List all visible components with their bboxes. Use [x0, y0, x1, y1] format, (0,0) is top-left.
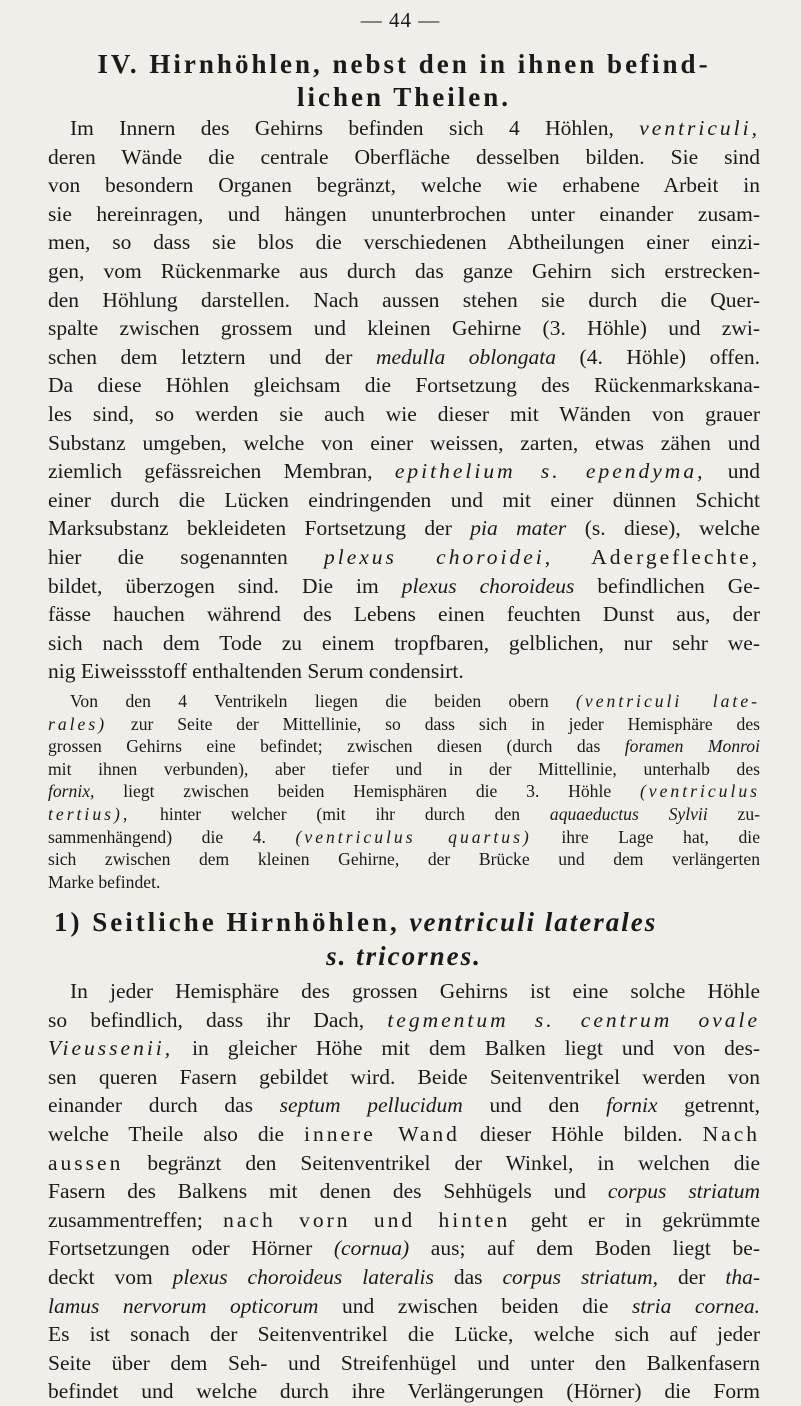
text-line: lamus nervorum opticorum und zwischen beiden die stria cornea. [48, 1293, 760, 1318]
text-line: Fasern des Balkens mit denen des Sehhügels und corpus striatum [48, 1179, 760, 1204]
main-paragraph [48, 114, 760, 686]
text-line: befindet und welche durch ihre Verlängerungen (Hörner) die Form [48, 1379, 760, 1404]
text-line: sie hereinragen, und hängen ununterbrochen unter einander zusam- [48, 201, 760, 226]
text-line: zusammentreffen; nach vorn und hinten geht er in gekrümmte [48, 1207, 760, 1232]
text-line: hier die sogenannten plexus choroidei, Adergeflechte, [48, 544, 761, 569]
text-line: schen dem letztern und der medulla oblongata (4. Höhle) offen. [48, 344, 760, 369]
subsection-paragraph [48, 977, 760, 1406]
text-line: welche Theile also die innere Wand dieser Höhle bilden. Nach [48, 1121, 760, 1146]
text-line: einander durch das septum pellucidum und den fornix getrennt, [48, 1093, 760, 1118]
text-line: so befindlich, dass ihr Dach, tegmentum s. centrum ovale [48, 1007, 760, 1032]
text-line: fässe hauchen während des Lebens einen feuchten Dunst aus, der [48, 602, 760, 627]
subsection-title-line-1: 1) Seitliche Hirnhöhlen, ventriculi laterales [54, 907, 658, 937]
note-line: grossen Gehirns eine befindet; zwischen diesen (durch das foramen Monroi [48, 736, 760, 757]
text-line: ziemlich gefässreichen Membran, epithelium s. ependyma, und [48, 459, 760, 484]
text-line: Marksubstanz bekleideten Fortsetzung der pia mater (s. diese), welche [48, 516, 760, 541]
text-line: Da diese Höhlen gleichsam die Fortsetzung des Rückenmarkskana- [48, 373, 760, 398]
text-line: Es ist sonach der Seitenventrikel die Lücke, welche sich auf jeder [48, 1322, 760, 1347]
text-line: deren Wände die centrale Oberfläche desselben bilden. Sie sind [48, 144, 760, 169]
section-title-line-1: IV. Hirnhöhlen, nebst den in ihnen befind- [97, 49, 711, 79]
text-line: Vieussenii, in gleicher Höhe mit dem Balken liegt und von des- [48, 1036, 760, 1061]
text-line: Substanz umgeben, welche von einer weissen, zarten, etwas zähen und [48, 430, 760, 455]
subsection-title-line-2: s. tricornes. [326, 941, 482, 971]
note-line: rales) zur Seite der Mittellinie, so dass sich in jeder Hemisphäre des [48, 713, 760, 734]
text-line: deckt vom plexus choroideus lateralis das corpus striatum, der tha- [48, 1264, 760, 1289]
text-line: sen queren Fasern gebildet wird. Beide Seitenventrikel werden von [48, 1064, 760, 1089]
text-line: den Höhlung darstellen. Nach aussen stehen sie durch die Quer- [48, 287, 760, 312]
small-print-note [48, 690, 760, 893]
note-line: Von den 4 Ventrikeln liegen die beiden obern (ventriculi late- [70, 691, 760, 711]
text-line: les sind, so werden sie auch wie dieser mit Wänden von grauer [48, 401, 760, 426]
text-line: bildet, überzogen sind. Die im plexus choroideus befindlichen Ge- [48, 573, 761, 598]
text-line: nig Eiweissstoff enthaltenden Serum condensirt. [48, 659, 464, 684]
section-title-line-2: lichen Theilen. [296, 82, 512, 112]
text-line: gen, vom Rückenmarke aus durch das ganze Gehirn sich erstrecken- [48, 258, 760, 283]
subsection-heading [48, 905, 760, 973]
page-number: — 44 — [360, 8, 441, 32]
note-line: tertius), hinter welcher (mit ihr durch den aquaeductus Sylvii zu- [48, 803, 760, 824]
text-line: Im Innern des Gehirns befinden sich 4 Höhlen, ventriculi, [70, 116, 760, 140]
text-line: aussen begränzt den Seitenventrikel der Winkel, in welchen die [48, 1150, 760, 1175]
text-line: men, so dass sie blos die verschiedenen Abtheilungen einer einzi- [48, 230, 760, 255]
note-line: sich zwischen dem kleinen Gehirne, der Brücke und dem verlängerten [48, 849, 760, 870]
note-line: fornix, liegt zwischen beiden Hemisphären die 3. Höhle (ventriculus [48, 781, 760, 802]
text-line: sich nach dem Tode zu einem tropfbaren, gelblichen, nur sehr we- [48, 630, 760, 655]
text-line: einer durch die Lücken eindringenden und mit einer dünnen Schicht [48, 487, 760, 512]
note-line: mit ihnen verbunden), aber tiefer und in der Mittellinie, unterhalb des [48, 758, 760, 779]
text-line: Fortsetzungen oder Hörner (cornua) aus; auf dem Boden liegt be- [48, 1236, 760, 1261]
note-line: sammenhängend) die 4. (ventriculus quartus) ihre Lage hat, die [48, 826, 761, 847]
note-line: Marke befindet. [48, 871, 161, 892]
text-line: In jeder Hemisphäre des grossen Gehirns ist eine solche Höhle [70, 979, 760, 1003]
text-line: spalte zwischen grossem und kleinen Gehirne (3. Höhle) und zwi- [48, 316, 760, 341]
section-heading [48, 48, 760, 114]
text-line: Seite über dem Seh- und Streifenhügel und unter den Balkenfasern [48, 1350, 760, 1375]
text-line: von besondern Organen begränzt, welche wie erhabene Arbeit in [48, 173, 760, 198]
